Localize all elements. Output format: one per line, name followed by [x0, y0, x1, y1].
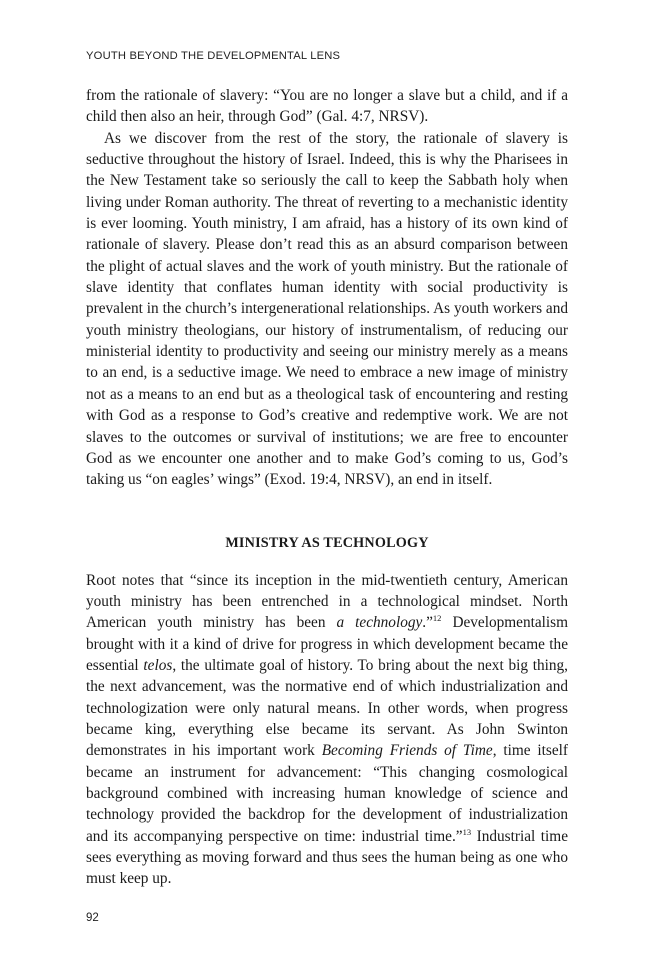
footnote-marker[interactable]: 12: [432, 613, 442, 624]
text-run: Root notes that “since its inception in the mid-twentieth century, American youth ministry has been entrenched in a technological mindset. North American youth ministry has been: [86, 571, 568, 632]
italic-term: a technology: [336, 614, 423, 632]
section-heading: MINISTRY AS TECHNOLOGY: [225, 534, 429, 551]
text-run: Developmentalism brought with it a kind of drive for progress in which development became the essential: [86, 614, 568, 674]
footnote-marker[interactable]: 13: [462, 826, 472, 837]
book-title: Becoming Friends of Time: [321, 742, 493, 760]
body-text: [86, 85, 568, 890]
text-run: Industrial time sees everything as moving forward and thus sees the human being as one who must keep up.: [86, 827, 568, 888]
text-run: , the ultimate goal of history. To bring about the next big thing, the next advancement, was the normative end of which industrialization and technologization were only natural means. In other words, when progress became king, everything else became its servant. As John Swinton demonstrates in his important work: [86, 656, 568, 760]
paragraph-continuation: from the rationale of slavery: “You are no longer a slave but a child, and if a child then also an heir, through God” (Gal. 4:7, NRSV).: [86, 87, 568, 126]
paragraph-rationale-of-slavery: As we discover from the rest of the story, the rationale of slavery is seductive throughout the history of Israel. Indeed, this is why the Pharisees in the New Testament take so seriously the call to keep the Sabbath holy when living under Roman authority. The threat of reverting to a mechanistic identity is ever looming. Youth ministry, I am afraid, has a history of its own kind of rationale of slavery. Please don’t read this as an absurd comparison between the plight of actual slaves and the work of youth ministry. But the rationale of slave identity that conflates human identity with social productivity is prevalent in the church’s intergenerational relationships. As youth workers and youth ministry theologians, our history of instrumentalism, of reducing our ministerial identity to productivity and seeing our ministry merely as a means to an end, is a seductive image. We need to embrace a new image of ministry not as a means to an end but as a theological task of encountering and resting with God as a response to God’s creative and redemptive work. We are not slaves to the outcomes or survival of institutions; we are free to encounter God as we encounter one another and to make God’s coming to us, God’s taking us “on eagles’ wings” (Exod. 19:4, NRSV), an end in itself.: [86, 129, 568, 489]
running-head: YOUTH BEYOND THE DEVELOPMENTAL LENS: [86, 50, 341, 62]
page-number: 92: [86, 912, 99, 924]
text-run: .”: [422, 614, 433, 632]
italic-term: telos: [143, 656, 173, 674]
text-run: , time itself became an instrument for advancement: “This changing cosmological background combined with increasing human knowledge of science and technology provided the backdrop for the development of industrialization and its accompanying perspective on time: industrial time.”: [86, 742, 569, 845]
paragraph-ministry-as-technology: [86, 570, 568, 890]
section-spacer: [86, 491, 568, 533]
